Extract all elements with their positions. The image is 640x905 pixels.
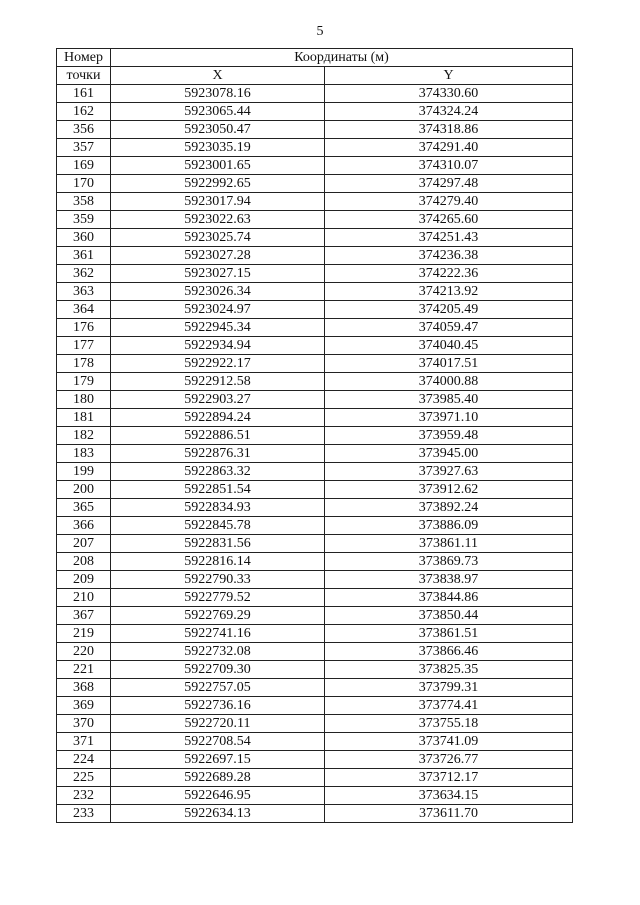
table-row — [57, 787, 573, 805]
y-coordinate-cell: 373866.46 — [325, 643, 573, 661]
point-number-cell: 365 — [57, 499, 111, 517]
table-row — [57, 499, 573, 517]
point-number-cell: 371 — [57, 733, 111, 751]
point-number-cell: 232 — [57, 787, 111, 805]
x-coordinate-cell: 5923027.15 — [111, 265, 325, 283]
point-number-cell: 360 — [57, 229, 111, 247]
point-number-cell: 369 — [57, 697, 111, 715]
x-coordinate-cell: 5923025.74 — [111, 229, 325, 247]
point-number-cell: 199 — [57, 463, 111, 481]
x-coordinate-cell: 5922894.24 — [111, 409, 325, 427]
table-row — [57, 265, 573, 283]
table-row — [57, 625, 573, 643]
x-coordinate-cell: 5922646.95 — [111, 787, 325, 805]
point-number-cell: 182 — [57, 427, 111, 445]
y-coordinate-cell: 374330.60 — [325, 85, 573, 103]
point-number-cell: 181 — [57, 409, 111, 427]
point-number-cell: 364 — [57, 301, 111, 319]
y-coordinate-cell: 374251.43 — [325, 229, 573, 247]
point-number-cell: 170 — [57, 175, 111, 193]
x-coordinate-cell: 5922903.27 — [111, 391, 325, 409]
x-coordinate-cell: 5923026.34 — [111, 283, 325, 301]
table-row — [57, 535, 573, 553]
table-row — [57, 751, 573, 769]
point-number-cell: 183 — [57, 445, 111, 463]
x-coordinate-cell: 5922845.78 — [111, 517, 325, 535]
y-coordinate-cell: 373799.31 — [325, 679, 573, 697]
point-number-cell: 368 — [57, 679, 111, 697]
point-number-cell: 169 — [57, 157, 111, 175]
point-number-cell: 178 — [57, 355, 111, 373]
y-coordinate-cell: 373869.73 — [325, 553, 573, 571]
table-row — [57, 607, 573, 625]
y-coordinate-cell: 374279.40 — [325, 193, 573, 211]
point-number-cell: 161 — [57, 85, 111, 103]
x-coordinate-cell: 5923022.63 — [111, 211, 325, 229]
point-number-cell: 176 — [57, 319, 111, 337]
y-coordinate-cell: 373912.62 — [325, 481, 573, 499]
y-coordinate-cell: 374310.07 — [325, 157, 573, 175]
y-coordinate-cell: 373844.86 — [325, 589, 573, 607]
x-coordinate-cell: 5923027.28 — [111, 247, 325, 265]
x-coordinate-cell: 5923017.94 — [111, 193, 325, 211]
table-row — [57, 157, 573, 175]
table-row — [57, 571, 573, 589]
y-coordinate-cell: 373985.40 — [325, 391, 573, 409]
table-header — [57, 49, 573, 85]
x-coordinate-cell: 5922945.34 — [111, 319, 325, 337]
point-number-cell: 208 — [57, 553, 111, 571]
y-coordinate-cell: 374265.60 — [325, 211, 573, 229]
x-coordinate-cell: 5922689.28 — [111, 769, 325, 787]
point-number-cell: 361 — [57, 247, 111, 265]
table-row — [57, 301, 573, 319]
y-coordinate-cell: 373726.77 — [325, 751, 573, 769]
point-number-cell: 233 — [57, 805, 111, 823]
table-row — [57, 661, 573, 679]
point-number-cell: 370 — [57, 715, 111, 733]
y-coordinate-cell: 374291.40 — [325, 139, 573, 157]
x-coordinate-cell: 5923035.19 — [111, 139, 325, 157]
y-coordinate-cell: 373971.10 — [325, 409, 573, 427]
point-number-cell: 366 — [57, 517, 111, 535]
table-row — [57, 589, 573, 607]
table-body — [57, 85, 573, 823]
point-number-cell: 209 — [57, 571, 111, 589]
y-coordinate-cell: 373861.11 — [325, 535, 573, 553]
point-number-header-line1: Номер — [57, 49, 111, 67]
x-coordinate-cell: 5922851.54 — [111, 481, 325, 499]
x-coordinate-cell: 5922831.56 — [111, 535, 325, 553]
y-coordinate-cell: 373838.97 — [325, 571, 573, 589]
point-number-cell: 358 — [57, 193, 111, 211]
point-number-header-line2: точки — [57, 67, 111, 85]
table-row — [57, 409, 573, 427]
table-row — [57, 373, 573, 391]
x-coordinate-cell: 5922834.93 — [111, 499, 325, 517]
point-number-cell: 207 — [57, 535, 111, 553]
table-row — [57, 445, 573, 463]
x-coordinate-cell: 5922732.08 — [111, 643, 325, 661]
x-coordinate-cell: 5923050.47 — [111, 121, 325, 139]
point-number-cell: 220 — [57, 643, 111, 661]
table-row — [57, 85, 573, 103]
point-number-cell: 225 — [57, 769, 111, 787]
table-row — [57, 355, 573, 373]
y-coordinate-cell: 373861.51 — [325, 625, 573, 643]
table-row — [57, 517, 573, 535]
x-coordinate-cell: 5923001.65 — [111, 157, 325, 175]
table-row — [57, 769, 573, 787]
table-row — [57, 553, 573, 571]
y-coordinate-cell: 374017.51 — [325, 355, 573, 373]
x-coordinate-cell: 5922757.05 — [111, 679, 325, 697]
x-coordinate-cell: 5922709.30 — [111, 661, 325, 679]
point-number-cell: 363 — [57, 283, 111, 301]
table-row — [57, 121, 573, 139]
point-number-cell: 362 — [57, 265, 111, 283]
table-row — [57, 103, 573, 121]
y-coordinate-cell: 374000.88 — [325, 373, 573, 391]
x-coordinate-cell: 5923065.44 — [111, 103, 325, 121]
y-coordinate-cell: 373892.24 — [325, 499, 573, 517]
table-row — [57, 427, 573, 445]
y-coordinate-cell: 374324.24 — [325, 103, 573, 121]
table-row — [57, 391, 573, 409]
table-row — [57, 247, 573, 265]
table-row — [57, 139, 573, 157]
page-number: 5 — [316, 24, 324, 39]
coordinates-table — [56, 48, 573, 823]
point-number-cell: 179 — [57, 373, 111, 391]
y-coordinate-cell: 373611.70 — [325, 805, 573, 823]
x-coordinate-cell: 5922922.17 — [111, 355, 325, 373]
y-coordinate-cell: 373959.48 — [325, 427, 573, 445]
table-row — [57, 337, 573, 355]
x-coordinate-cell: 5922790.33 — [111, 571, 325, 589]
table-row — [57, 733, 573, 751]
y-coordinate-cell: 373741.09 — [325, 733, 573, 751]
y-column-header: Y — [325, 67, 573, 85]
y-coordinate-cell: 374213.92 — [325, 283, 573, 301]
x-coordinate-cell: 5922736.16 — [111, 697, 325, 715]
table-row — [57, 319, 573, 337]
coordinates-header: Координаты (м) — [111, 49, 573, 67]
table-row — [57, 193, 573, 211]
x-coordinate-cell: 5922697.15 — [111, 751, 325, 769]
table-row — [57, 175, 573, 193]
point-number-cell: 219 — [57, 625, 111, 643]
y-coordinate-cell: 374222.36 — [325, 265, 573, 283]
y-coordinate-cell: 374040.45 — [325, 337, 573, 355]
table-row — [57, 211, 573, 229]
point-number-cell: 357 — [57, 139, 111, 157]
y-coordinate-cell: 373927.63 — [325, 463, 573, 481]
table-row — [57, 643, 573, 661]
point-number-cell: 224 — [57, 751, 111, 769]
point-number-cell: 162 — [57, 103, 111, 121]
x-coordinate-cell: 5923078.16 — [111, 85, 325, 103]
y-coordinate-cell: 373945.00 — [325, 445, 573, 463]
x-coordinate-cell: 5922934.94 — [111, 337, 325, 355]
y-coordinate-cell: 374205.49 — [325, 301, 573, 319]
x-coordinate-cell: 5922912.58 — [111, 373, 325, 391]
x-coordinate-cell: 5922992.65 — [111, 175, 325, 193]
table-row — [57, 679, 573, 697]
x-coordinate-cell: 5923024.97 — [111, 301, 325, 319]
x-coordinate-cell: 5922708.54 — [111, 733, 325, 751]
point-number-cell: 210 — [57, 589, 111, 607]
point-number-cell: 177 — [57, 337, 111, 355]
point-number-cell: 359 — [57, 211, 111, 229]
y-coordinate-cell: 373774.41 — [325, 697, 573, 715]
y-coordinate-cell: 373634.15 — [325, 787, 573, 805]
y-coordinate-cell: 373755.18 — [325, 715, 573, 733]
table-row — [57, 283, 573, 301]
table-row — [57, 463, 573, 481]
y-coordinate-cell: 373886.09 — [325, 517, 573, 535]
y-coordinate-cell: 374318.86 — [325, 121, 573, 139]
point-number-cell: 221 — [57, 661, 111, 679]
table-row — [57, 481, 573, 499]
point-number-cell: 367 — [57, 607, 111, 625]
y-coordinate-cell: 374059.47 — [325, 319, 573, 337]
y-coordinate-cell: 374236.38 — [325, 247, 573, 265]
x-coordinate-cell: 5922720.11 — [111, 715, 325, 733]
y-coordinate-cell: 373712.17 — [325, 769, 573, 787]
x-coordinate-cell: 5922876.31 — [111, 445, 325, 463]
y-coordinate-cell: 373850.44 — [325, 607, 573, 625]
table-row — [57, 697, 573, 715]
x-coordinate-cell: 5922741.16 — [111, 625, 325, 643]
point-number-cell: 200 — [57, 481, 111, 499]
point-number-cell: 180 — [57, 391, 111, 409]
x-coordinate-cell: 5922863.32 — [111, 463, 325, 481]
y-coordinate-cell: 373825.35 — [325, 661, 573, 679]
table-row — [57, 805, 573, 823]
table-row — [57, 715, 573, 733]
point-number-cell: 356 — [57, 121, 111, 139]
x-coordinate-cell: 5922779.52 — [111, 589, 325, 607]
x-coordinate-cell: 5922634.13 — [111, 805, 325, 823]
x-coordinate-cell: 5922769.29 — [111, 607, 325, 625]
x-column-header: X — [111, 67, 325, 85]
table-row — [57, 229, 573, 247]
y-coordinate-cell: 374297.48 — [325, 175, 573, 193]
x-coordinate-cell: 5922816.14 — [111, 553, 325, 571]
x-coordinate-cell: 5922886.51 — [111, 427, 325, 445]
